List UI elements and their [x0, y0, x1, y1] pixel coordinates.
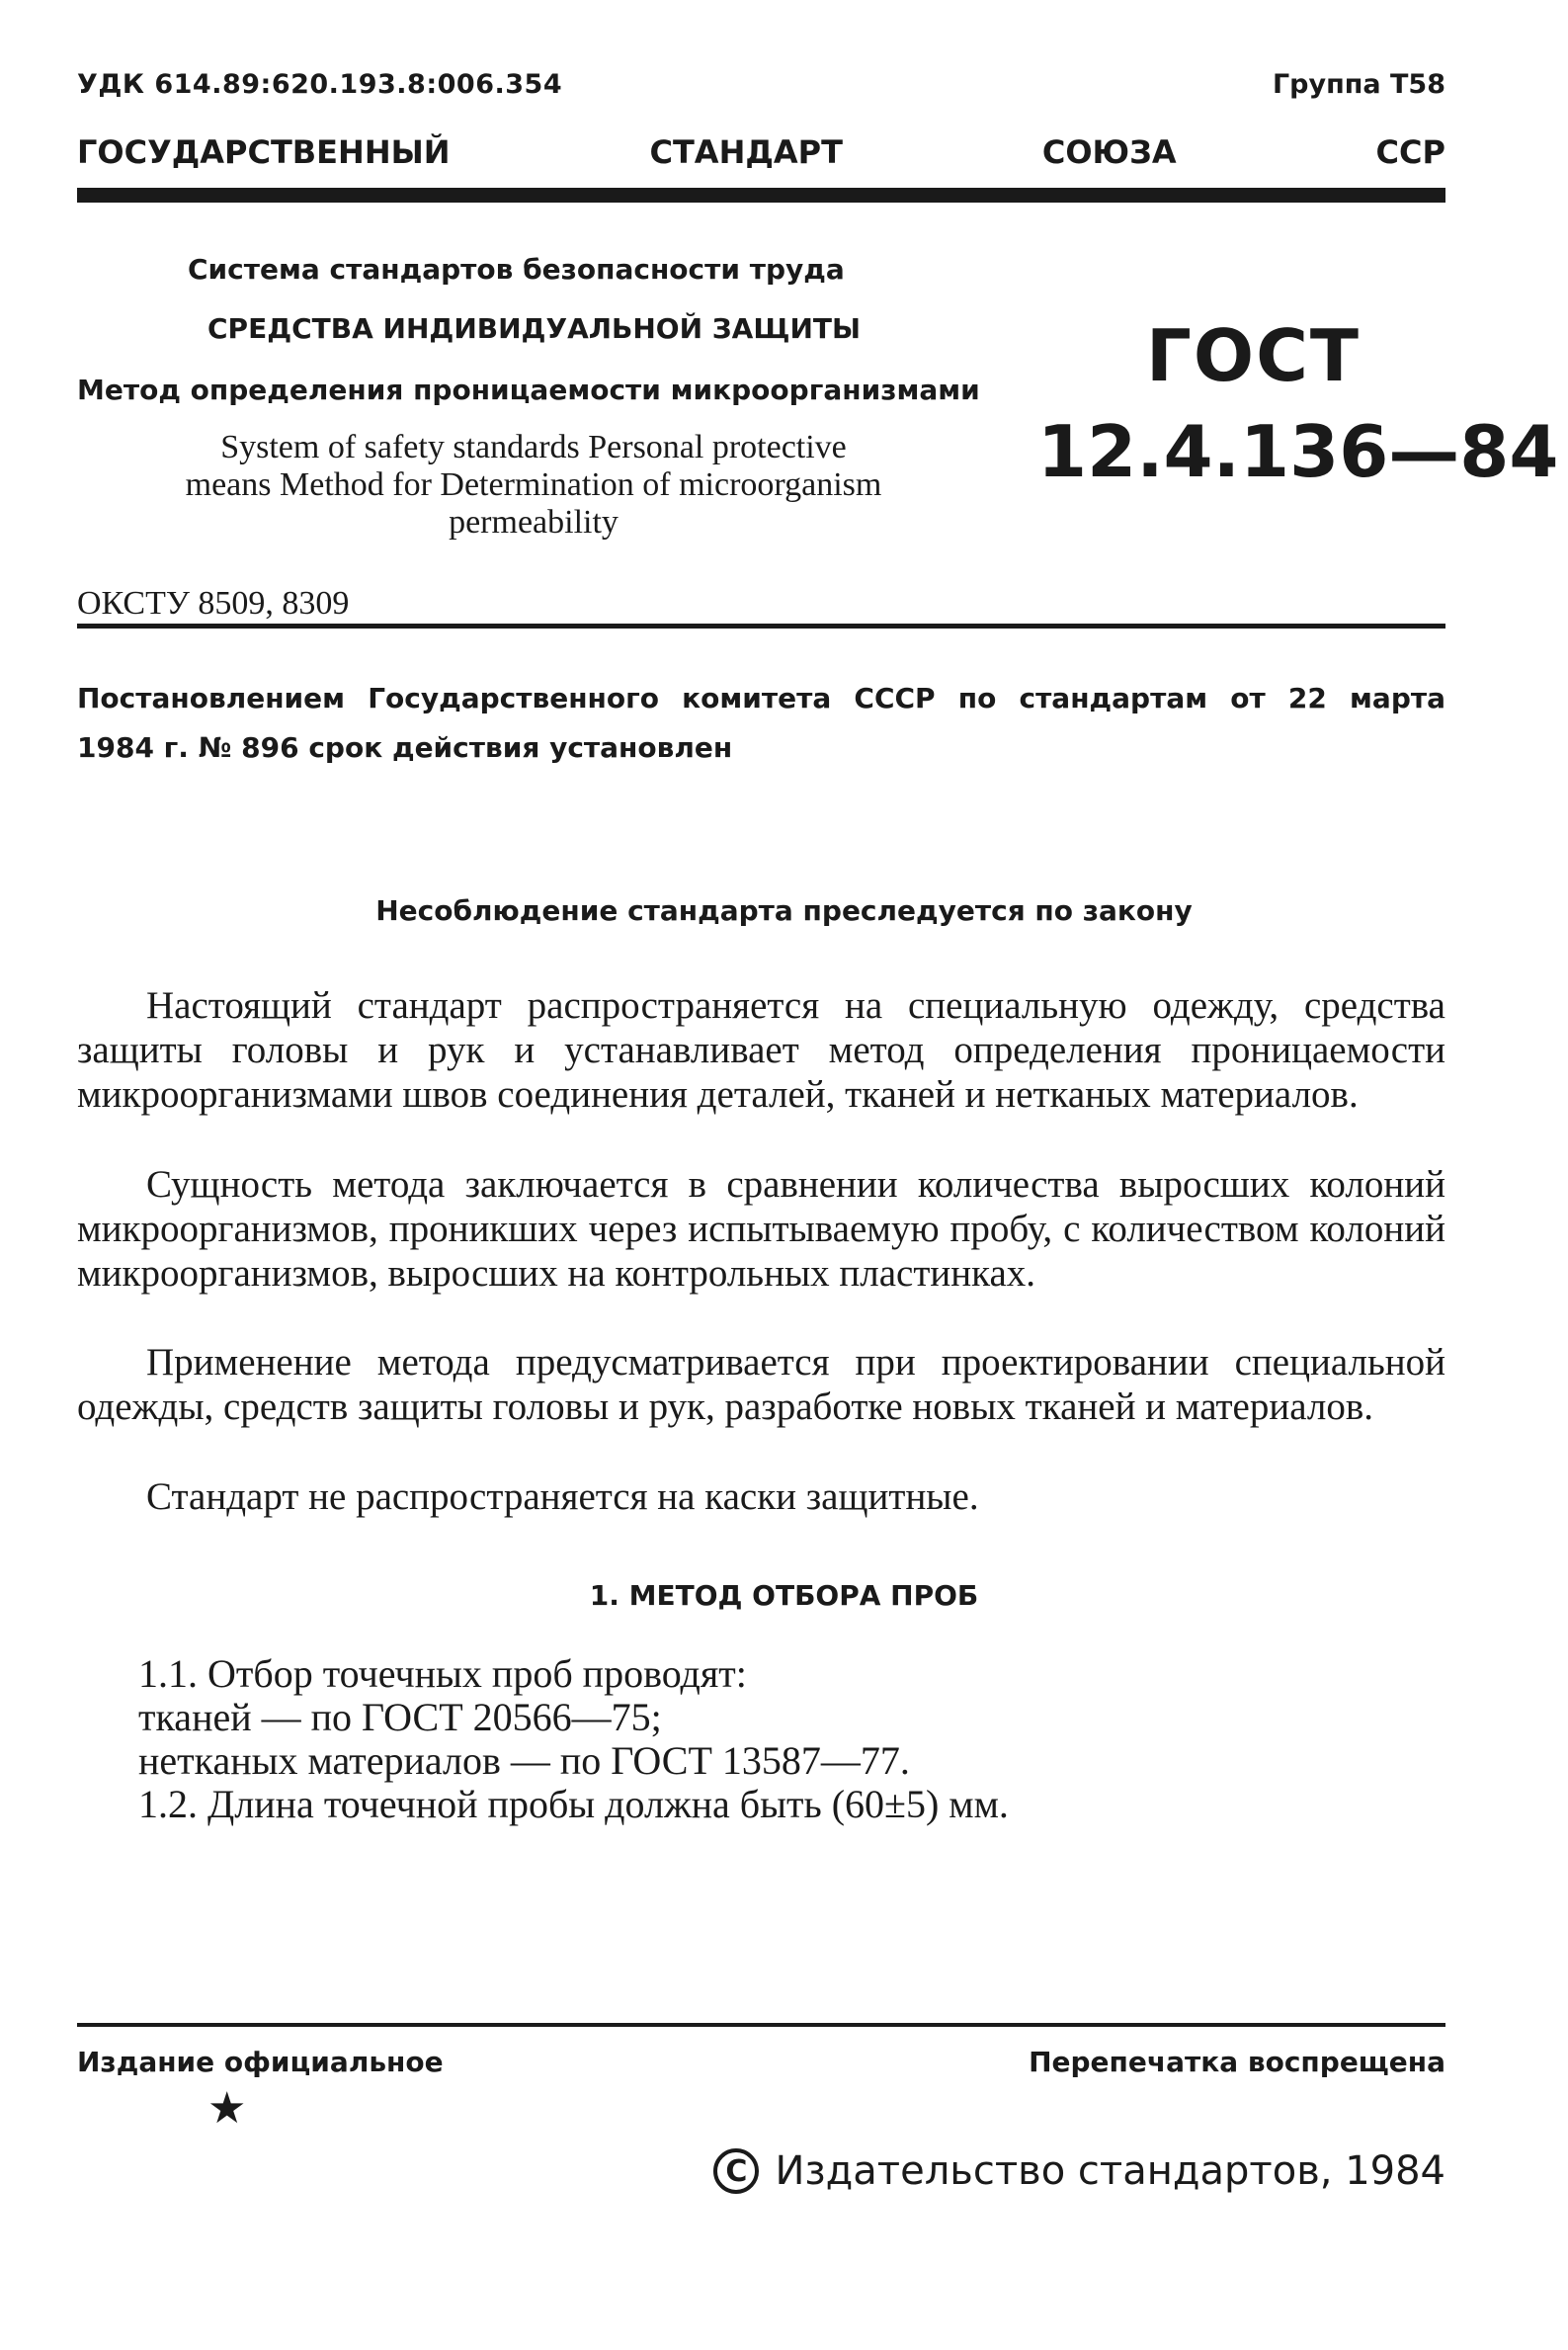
- english-title-line: permeability: [449, 504, 619, 541]
- decree-word: по: [957, 682, 997, 714]
- state-title-word: СТАНДАРТ: [649, 133, 843, 171]
- state-title-word: ССР: [1375, 133, 1445, 171]
- subject-title: СРЕДСТВА ИНДИВИДУАЛЬНОЙ ЗАЩИТЫ: [207, 312, 861, 345]
- gost-number: 12.4.136—84: [1037, 410, 1559, 493]
- decree-word: 22: [1287, 682, 1327, 714]
- section-content: [138, 1652, 1009, 1826]
- section-line: нетканых материалов — по ГОСТ 13587—77.: [138, 1738, 910, 1783]
- udk-code: УДК 614.89:620.193.8:006.354: [77, 69, 563, 100]
- footer-rule: [77, 2023, 1445, 2027]
- group-code: Группа Т58: [1272, 69, 1445, 100]
- english-title-line: means Method for Determination of microorganism: [185, 466, 882, 503]
- state-title-word: ГОСУДАРСТВЕННЫЙ: [77, 133, 451, 171]
- section-line: тканей — по ГОСТ 20566—75;: [138, 1695, 662, 1739]
- reprint-prohibited: Перепечатка воспрещена: [1029, 2046, 1445, 2078]
- decree-word: марта: [1350, 682, 1445, 714]
- copyright: [713, 2148, 1445, 2194]
- legal-notice: Несоблюдение стандарта преследуется по закону: [375, 894, 1193, 927]
- paragraph: Стандарт не распространяется на каски защитные.: [146, 1475, 979, 1518]
- decree-word: Государственного: [368, 682, 659, 714]
- decree: [77, 674, 1445, 773]
- decree-word: комитета: [682, 682, 832, 714]
- copyright-icon: C: [713, 2148, 759, 2194]
- method-title: Метод определения проницаемости микроорганизмами: [77, 374, 980, 406]
- copyright-text: Издательство стандартов, 1984: [775, 2148, 1445, 2194]
- decree-word: от: [1230, 682, 1266, 714]
- gost-label: ГОСТ: [1146, 314, 1362, 397]
- section-heading: 1. МЕТОД ОТБОРА ПРОБ: [589, 1579, 979, 1612]
- paragraph: Применение метода предусматривается при проектировании специальной одежды, средств защиты головы и рук, разработке новых тканей и материалов.: [77, 1341, 1445, 1428]
- okstu-code: ОКСТУ 8509, 8309: [77, 585, 350, 622]
- decree-word: Постановлением: [77, 682, 346, 714]
- paragraph: Настоящий стандарт распространяется на специальную одежду, средства защиты головы и рук и устанавливает метод определения проницаемости микроорганизмами швов соединения деталей, тканей и нетканых материалов.: [77, 984, 1445, 1116]
- decree-word: СССР: [854, 682, 936, 714]
- header-rule: [77, 188, 1445, 203]
- english-title-line: System of safety standards Personal protective: [220, 429, 847, 465]
- title-rule: [77, 624, 1445, 629]
- system-title: Система стандартов безопасности труда: [188, 253, 845, 286]
- section-line: 1.2. Длина точечной пробы должна быть (60±5) мм.: [138, 1782, 1009, 1826]
- section-line: 1.1. Отбор точечных проб проводят:: [138, 1651, 747, 1696]
- decree-line: [77, 674, 1445, 723]
- state-title-word: СОЮЗА: [1041, 133, 1177, 171]
- star-icon: ★: [207, 2084, 247, 2133]
- official-edition: Издание официальное: [77, 2046, 444, 2078]
- paragraph: Сущность метода заключается в сравнении количества выросших колоний микроорганизмов, проникших через испытываемую пробу, с количеством колоний микроорганизмов, выросших на контрольных пластинках.: [77, 1163, 1445, 1295]
- decree-word: стандартам: [1019, 682, 1208, 714]
- english-title: [79, 429, 988, 542]
- decree-line: 1984 г. № 896 срок действия установлен: [77, 731, 733, 764]
- state-standard-title: [77, 133, 1445, 171]
